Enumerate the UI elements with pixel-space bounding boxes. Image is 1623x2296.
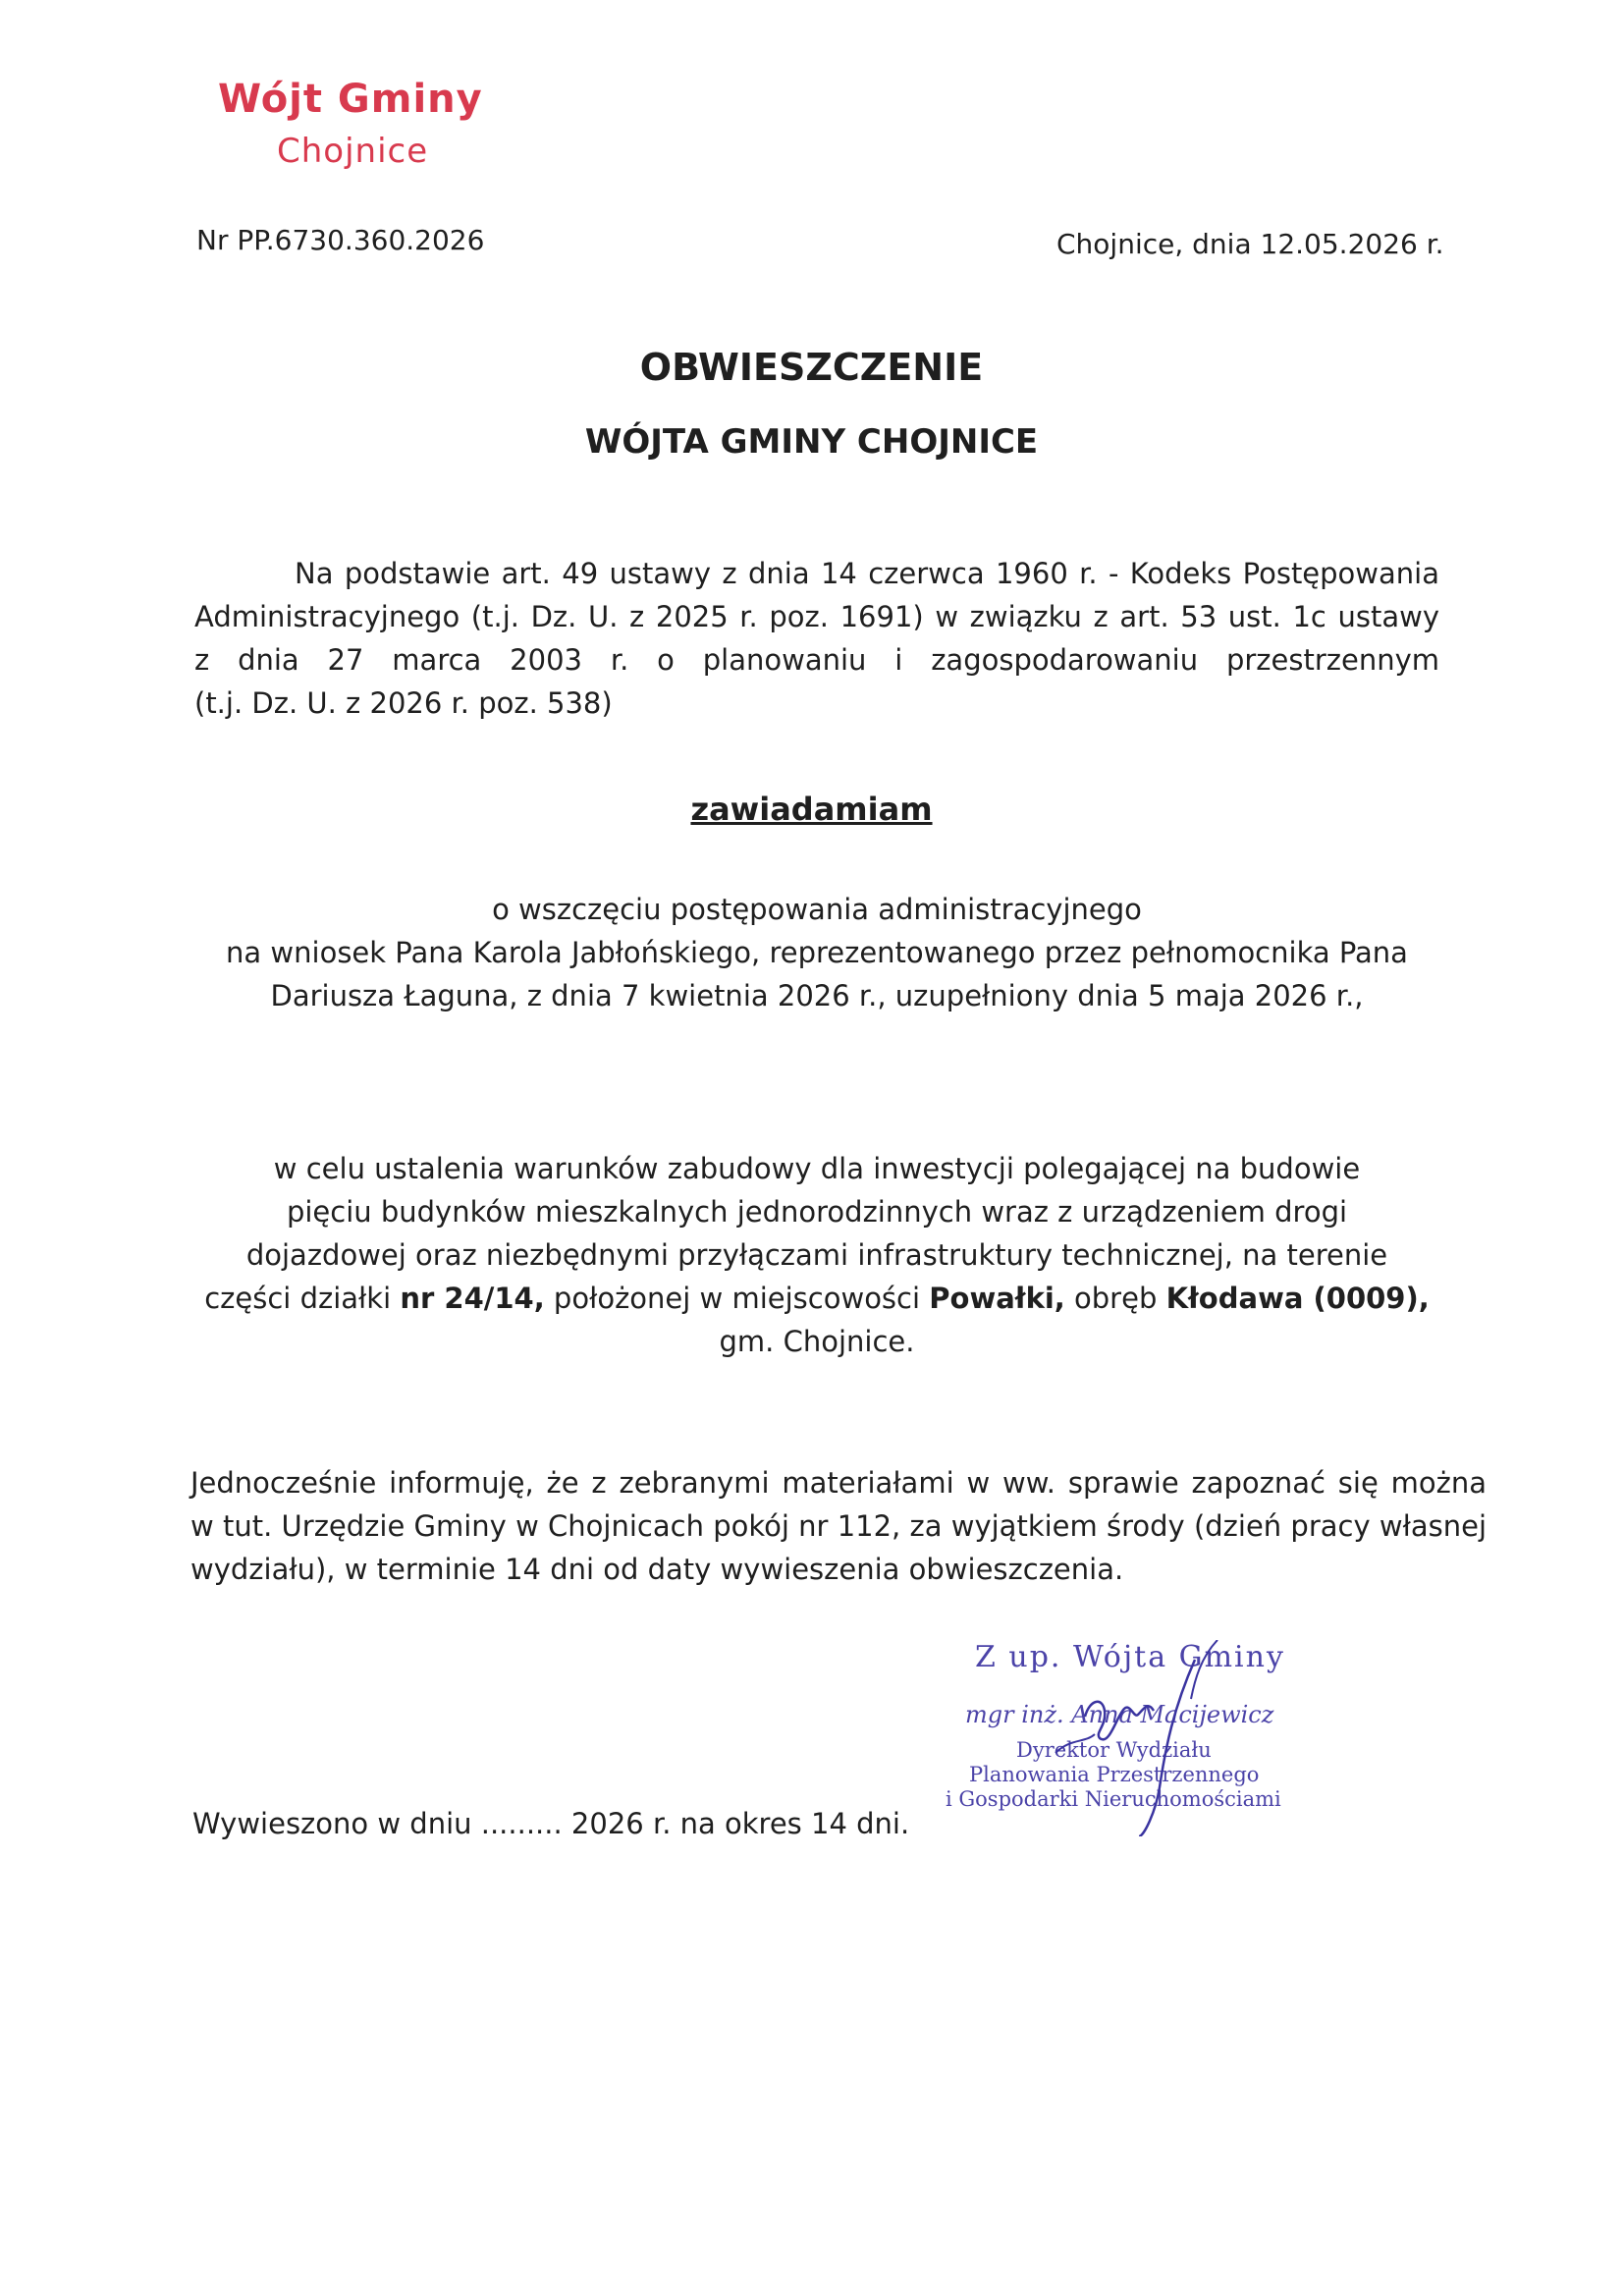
place-date: Chojnice, dnia 12.05.2026 r. xyxy=(1056,228,1444,260)
stamp-position: Dyrektor Wydziału xyxy=(1016,1738,1212,1762)
legal-basis-line: (t.j. Dz. U. z 2026 r. poz. 538) xyxy=(194,686,613,720)
stamp-department-2: i Gospodarki Nieruchomościami xyxy=(946,1787,1281,1811)
legal-basis-line: Na podstawie art. 49 ustawy z dnia 14 czerwca 1960 r. - Kodeks Postępowania xyxy=(295,557,1439,590)
posting-note: Wywieszono w dniu ......... 2026 r. na okres 14 dni. xyxy=(192,1807,910,1840)
office-municipality: Chojnice xyxy=(277,132,429,171)
initiation-line: o wszczęciu postępowania administracyjnego xyxy=(492,893,1142,926)
initiation-paragraph xyxy=(194,888,1439,1017)
information-line: wydziału), w terminie 14 dni od daty wywieszenia obwieszczenia. xyxy=(190,1553,1124,1586)
legal-basis-line: z dnia 27 marca 2003 r. o planowaniu i zagospodarowaniu przestrzennym xyxy=(194,643,1439,677)
signature-stamp xyxy=(938,1640,1321,1836)
initiation-line: Dariusza Łaguna, z dnia 7 kwietnia 2026 r., uzupełniony dnia 5 maja 2026 r., xyxy=(270,979,1364,1012)
information-paragraph xyxy=(190,1461,1487,1591)
purpose-line: pięciu budynków mieszkalnych jednorodzinnych wraz z urządzeniem drogi xyxy=(286,1195,1348,1229)
legal-basis-paragraph xyxy=(194,552,1439,725)
document-title: OBWIESZCZENIE xyxy=(639,346,984,389)
office-name: Wójt Gminy xyxy=(218,77,483,122)
purpose-line: w celu ustalenia warunków zabudowy dla inwestycji polegającej na budowie xyxy=(273,1152,1361,1185)
purpose-text: części działki xyxy=(204,1282,401,1315)
purpose-line xyxy=(194,1277,1439,1320)
purpose-text: położonej w miejscowości xyxy=(544,1282,930,1315)
announce-word: zawiadamiam xyxy=(690,791,933,828)
village-name: Powałki, xyxy=(929,1282,1065,1315)
information-line: Jednocześnie informuję, że z zebranymi materiałami w ww. sprawie zapoznać się można xyxy=(190,1466,1487,1500)
stamp-signatory: mgr inż. Anna Macijewicz xyxy=(965,1701,1274,1728)
information-line: w tut. Urzędzie Gminy w Chojnicach pokój nr 112, za wyjątkiem środy (dzień pracy własnej xyxy=(190,1509,1487,1543)
purpose-text: obręb xyxy=(1064,1282,1166,1315)
plot-number: nr 24/14, xyxy=(400,1282,545,1315)
document-subtitle: WÓJTA GMINY CHOJNICE xyxy=(584,422,1039,462)
purpose-paragraph xyxy=(194,1147,1439,1363)
legal-basis-line: Administracyjnego (t.j. Dz. U. z 2025 r. poz. 1691) w związku z art. 53 ust. 1c ustawy xyxy=(194,600,1439,633)
purpose-line: dojazdowej oraz niezbędnymi przyłączami infrastruktury technicznej, na terenie xyxy=(245,1238,1388,1272)
initiation-line: na wniosek Pana Karola Jabłońskiego, reprezentowanego przez pełnomocnika Pana xyxy=(226,936,1408,969)
stamp-department: Planowania Przestrzennego xyxy=(969,1763,1260,1786)
handwritten-signature-icon xyxy=(938,1640,1321,1836)
reference-number: Nr PP.6730.360.2026 xyxy=(196,224,485,256)
stamp-authority: Z up. Wójta Gminy xyxy=(975,1640,1285,1674)
purpose-line: gm. Chojnice. xyxy=(719,1325,915,1358)
precinct-name: Kłodawa (0009), xyxy=(1165,1282,1430,1315)
